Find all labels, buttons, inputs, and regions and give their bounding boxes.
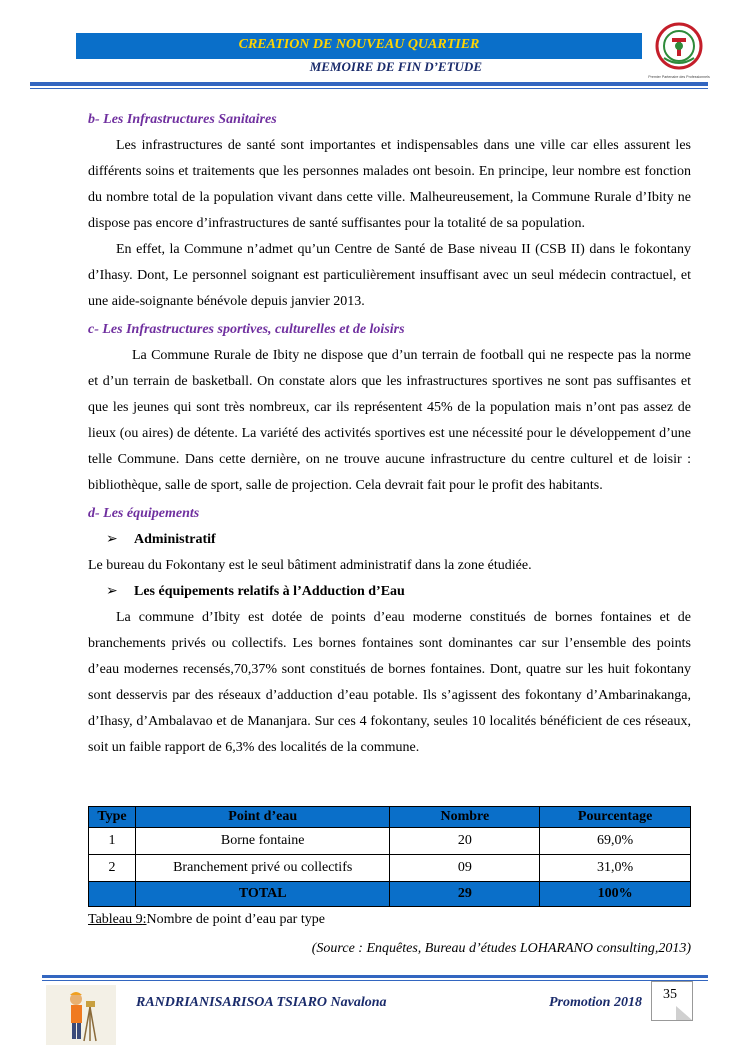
arrow-bullet-icon: ➢ (106, 584, 118, 599)
header-rule (30, 82, 708, 86)
table-total-row (89, 882, 691, 907)
header-title: CREATION DE NOUVEAU QUARTIER (238, 37, 480, 52)
footer-promotion: Promotion 2018 (549, 995, 642, 1010)
table-source: (Source : Enquêtes, Bureau d’études LOHARANO consulting,2013) (311, 941, 691, 956)
paragraph: La commune d’Ibity est dotée de points d’eau moderne constitués de bornes fontaines et de branchements privés ou collectifs. Les bornes fontaines sont dominantes car sur l’ensemble des points d’eau modernes recensés,70,37% sont constitués de bornes fontaines. Dont, quatre sur les huit fokontany sont desservis par des réseaux d’adduction d’eau potable. Ils s’agissent des fokontany d’Ambarinakanga, d’Ihasy, d’Ambalavao et de Mananjara. Sur ces 4 fokontany, seules 10 localités bénéficient de ces réseaux, soit un faible rapport de 6,3% des localités de la commune. (88, 610, 691, 755)
institution-logo-icon (642, 18, 716, 82)
paragraph: En effet, la Commune n’admet qu’un Centre de Santé de Base niveau II (CSB II) dans le fokontany d’Ihasy. Dont, Le personnel soignant est particulièrement insuffisant avec un seul médecin contractuel, et une aide-soignante bénévole depuis janvier 2013. (88, 242, 691, 309)
table-caption: Tableau 9:Nombre de point d’eau par type (88, 912, 325, 927)
table-cell: 1 (89, 828, 136, 855)
footer-author: RANDRIANISARISOA TSIARO Navalona (136, 995, 387, 1010)
table-cell (89, 882, 136, 907)
footer-rule (42, 975, 708, 978)
table-header: Nombre (390, 807, 540, 828)
table-header: Pourcentage (540, 807, 691, 828)
document-body (88, 107, 691, 761)
table-cell: 20 (390, 828, 540, 855)
section-title-sportives: c- Les Infrastructures sportives, culturelles et de loisirs (88, 322, 405, 337)
table-row (89, 828, 691, 855)
paragraph: Le bureau du Fokontany est le seul bâtiment administratif dans la zone étudiée. (88, 558, 532, 573)
footer-rule-thin (42, 980, 708, 981)
table-cell: Branchement privé ou collectifs (135, 855, 390, 882)
section-title-sanitaires: b- Les Infrastructures Sanitaires (88, 112, 277, 127)
table-cell: 100% (540, 882, 691, 907)
section-title-equipements: d- Les équipements (88, 506, 200, 521)
table-cell: 29 (390, 882, 540, 907)
header-subtitle: MEMOIRE DE FIN D’ETUDE (309, 59, 482, 74)
table-cell: 2 (89, 855, 136, 882)
paragraph: La Commune Rurale de Ibity ne dispose que d’un terrain de football qui ne respecte pas la norme et d’un terrain de basketball. On constate alors que les infrastructures sportives ne sont pas suffisantes et que les jeunes qui sont très nombreux, car ils représentent 45% de la population mais n’ont pas assez de lieux (ou aires) de détente. La variété des activités sportives est une nécessité pour le développement d’une telle Commune. Dans cette dernière, on ne trouve aucune infrastructure du centre culturel et de loisir : bibliothèque, salle de sport, salle de projection. Cela devrait fait pour le profit des habitants. (88, 348, 691, 493)
table-header: Point d’eau (135, 807, 390, 828)
header-banner (76, 33, 642, 59)
table-header-row (89, 807, 691, 828)
bullet-administratif: ➢ Administratif (88, 527, 691, 553)
table-cell: TOTAL (135, 882, 390, 907)
arrow-bullet-icon: ➢ (106, 532, 118, 547)
bullet-adduction-eau: ➢ Les équipements relatifs à l’Adduction d’Eau (88, 579, 691, 605)
table-cell: 31,0% (540, 855, 691, 882)
paragraph: Les infrastructures de santé sont importantes et indispensables dans une ville car elles assurent les différents soins et traitements que les personnes malades ont besoin. En principe, leur nombre est fonction du nombre total de la population vivant dans cette ville. Malheureusement, la Commune Rurale d’Ibity ne dispose pas encore d’infrastructures de santé suffisantes pour la totalité de sa population. (88, 138, 691, 231)
table-cell: Borne fontaine (135, 828, 390, 855)
header-rule-thin (30, 88, 708, 89)
logo-caption: Premier Partenaire des Professionnels (648, 75, 710, 79)
table-cell: 69,0% (540, 828, 691, 855)
page-curl-decoration (676, 1006, 692, 1020)
page-number: 35 (663, 987, 677, 1002)
water-points-table (88, 806, 691, 907)
surveyor-illustration-icon (46, 985, 116, 1045)
table-header: Type (89, 807, 136, 828)
table-cell: 09 (390, 855, 540, 882)
table-row (89, 855, 691, 882)
